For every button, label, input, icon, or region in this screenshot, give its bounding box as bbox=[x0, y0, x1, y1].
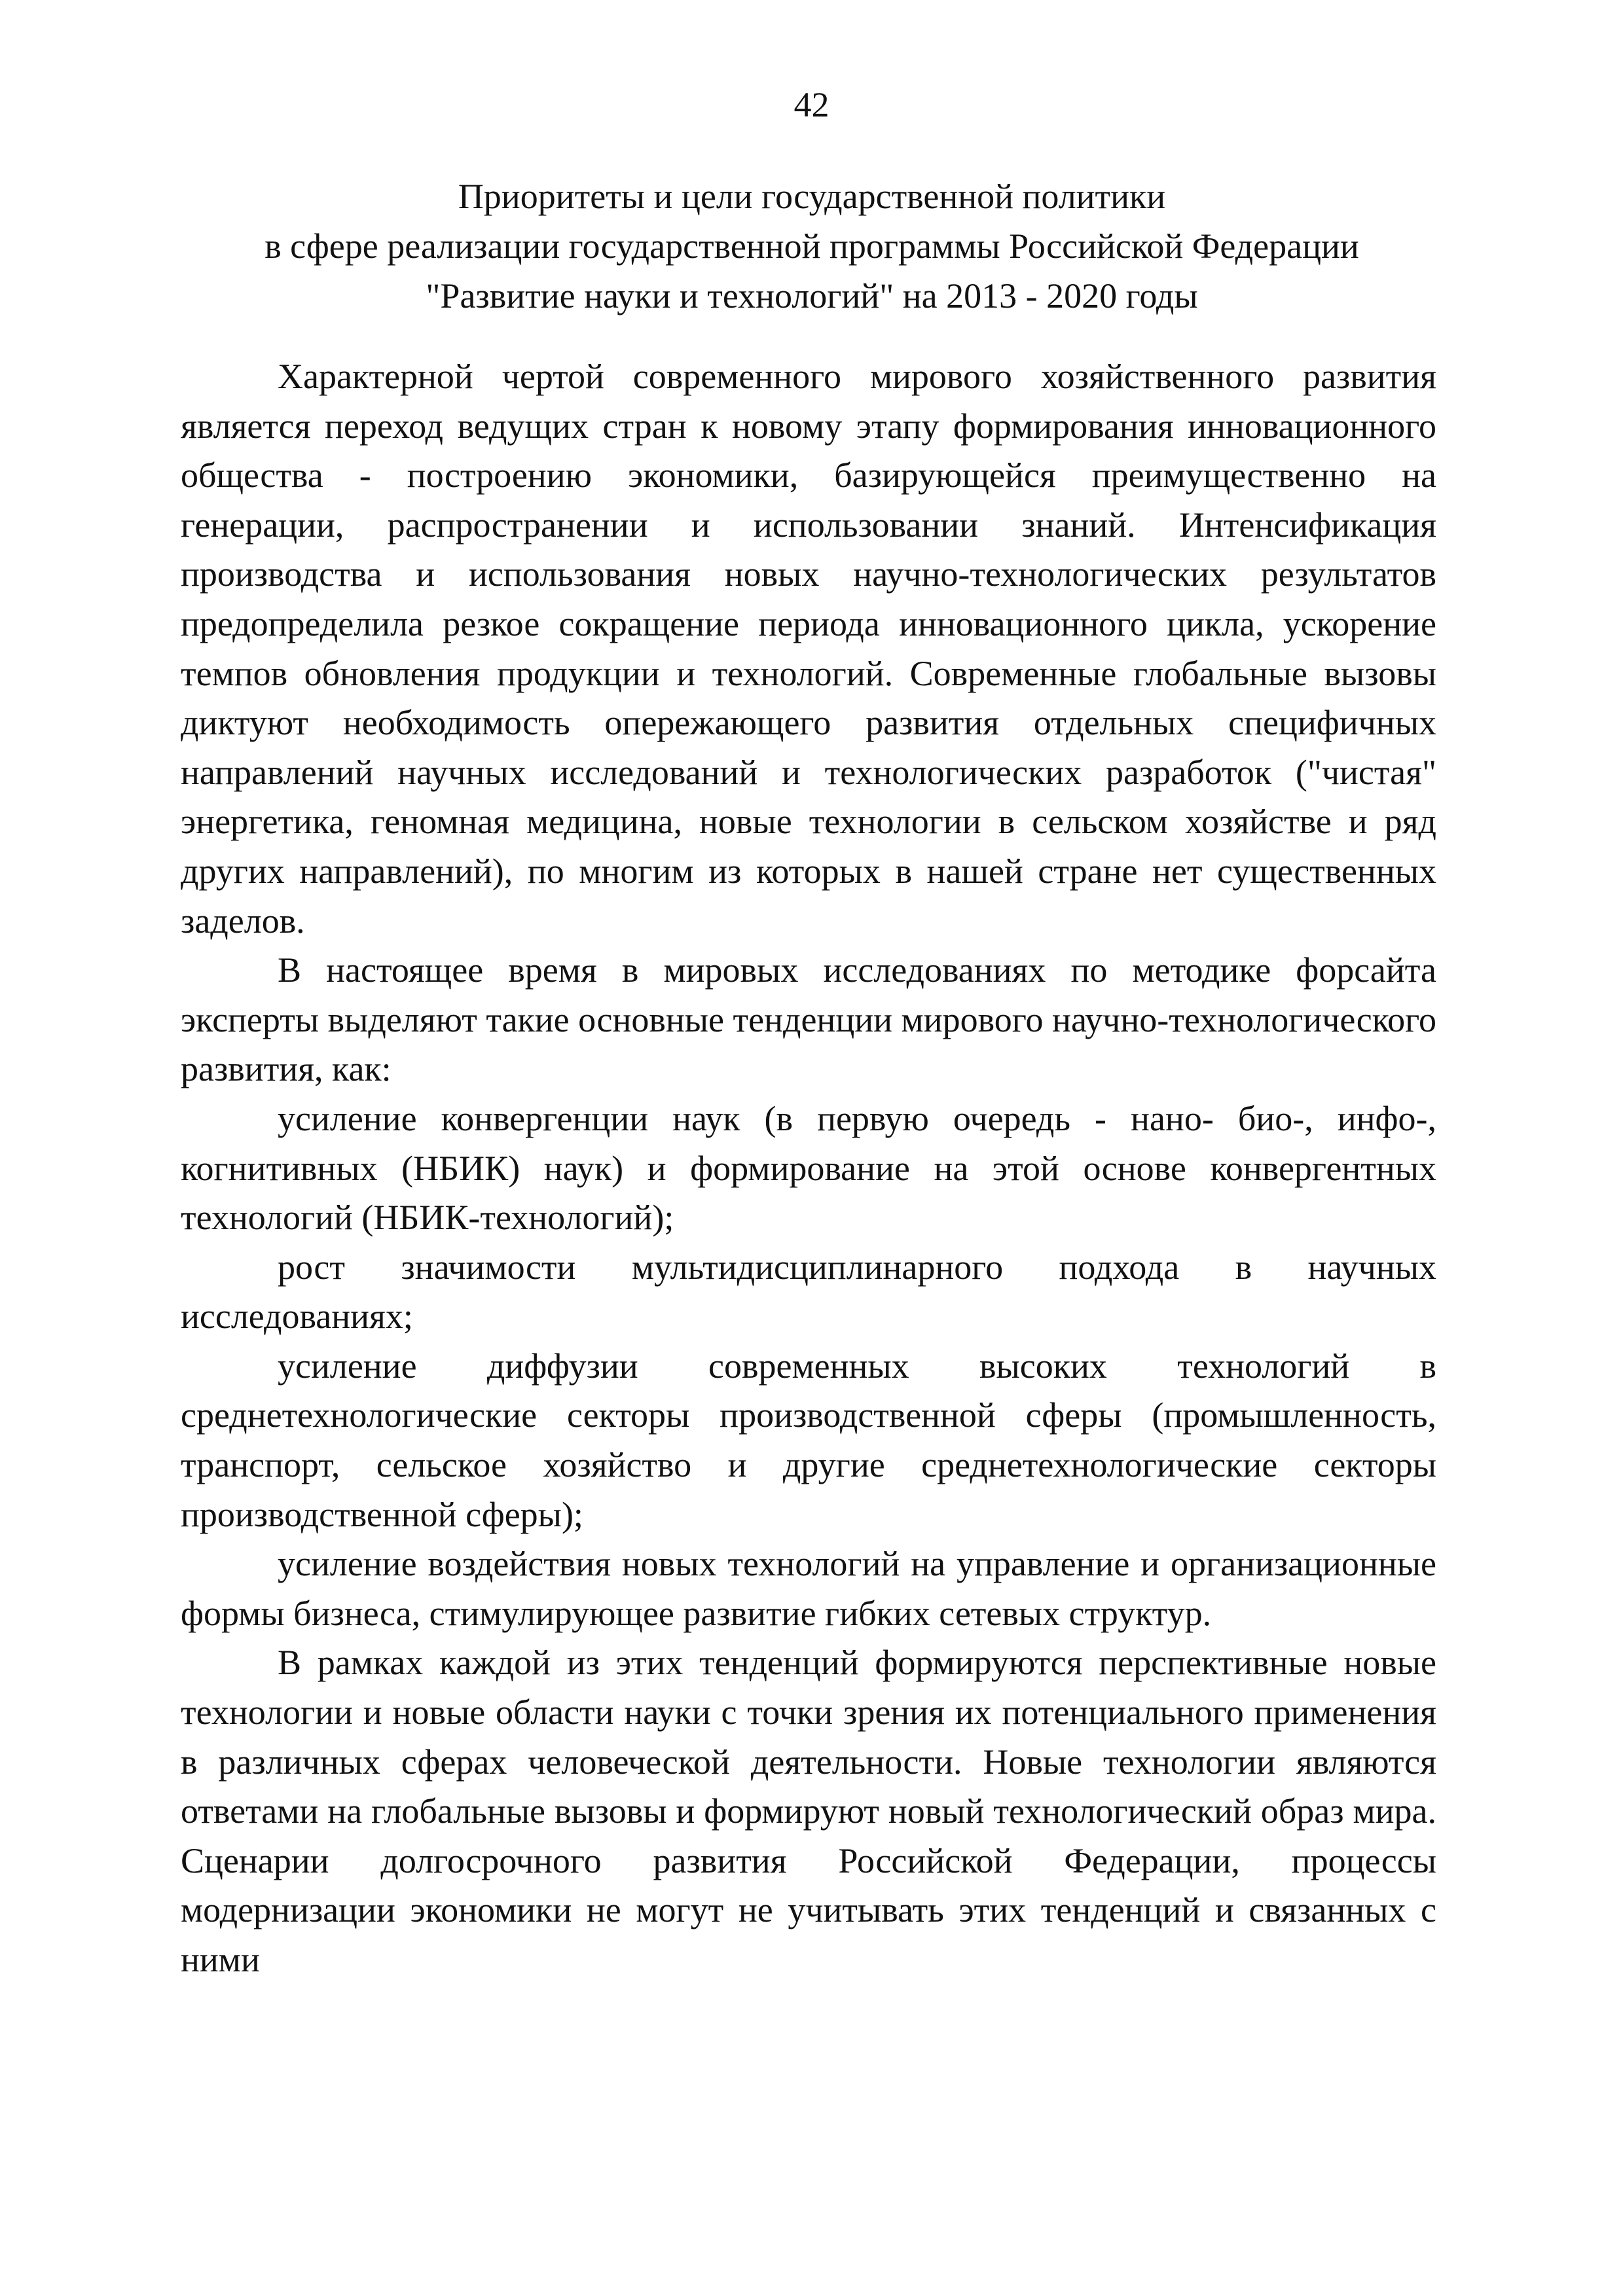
title-line-1: Приоритеты и цели государственной политики bbox=[458, 177, 1166, 216]
document-body bbox=[181, 352, 1436, 1985]
page-number: 42 bbox=[793, 85, 830, 124]
list-item-diffusion: усиление диффузии современных высоких технологий в среднетехнологические секторы производственной сферы (промышленность, транспорт, сельское хозяйство и другие среднетехнологические секторы производственной сферы); bbox=[181, 1346, 1436, 1534]
list-item-convergence: усиление конвергенции наук (в первую очередь - нано- био-, инфо-, когнитивных (НБИК) наук) и формирование на этой основе конвергентных технологий (НБИК-технологий); bbox=[181, 1098, 1436, 1238]
paragraph-new-technologies: В рамках каждой из этих тенденций формируются перспективные новые технологии и новые области науки с точки зрения их потенциального применения в различных сферах человеческой деятельности. Новые технологии являются ответами на глобальные вызовы и формируют новый технологический образ мира. Сценарии долгосрочного развития Российской Федерации, процессы модернизации экономики не могут не учитывать этих тенденций и связанных с ними bbox=[181, 1643, 1436, 1979]
list-item-multidisciplinary: рост значимости мультидисциплинарного подхода в научных исследованиях; bbox=[181, 1247, 1436, 1336]
title-line-3: "Развитие науки и технологий" на 2013 - 2020 годы bbox=[426, 276, 1198, 315]
list-item-business-impact: усиление воздействия новых технологий на управление и организационные формы бизнеса, стимулирующее развитие гибких сетевых структур. bbox=[181, 1544, 1436, 1633]
title-line-2: в сфере реализации государственной программы Российской Федерации bbox=[264, 226, 1359, 266]
document-title bbox=[178, 171, 1446, 321]
paragraph-intro: Характерной чертой современного мирового хозяйственного развития является переход ведущих стран к новому этапу формирования инновационного общества - построению экономики, базирующейся преимущественно на генерации, распространении и использовании знаний. Интенсификация производства и использования новых научно-технологических результатов предопределила резкое сокращение периода инновационного цикла, ускорение темпов обновления продукции и технологий. Современные глобальные вызовы диктуют необходимость опережающего развития отдельных специфичных направлений научных исследований и технологических разработок ("чистая" энергетика, геномная медицина, новые технологии в сельском хозяйстве и ряд других направлений), по многим из которых в нашей стране нет существенных заделов. bbox=[181, 357, 1436, 941]
paragraph-foresight-trends: В настоящее время в мировых исследованиях по методике форсайта эксперты выделяют такие основные тенденции мирового научно-технологического развития, как: bbox=[181, 950, 1436, 1089]
